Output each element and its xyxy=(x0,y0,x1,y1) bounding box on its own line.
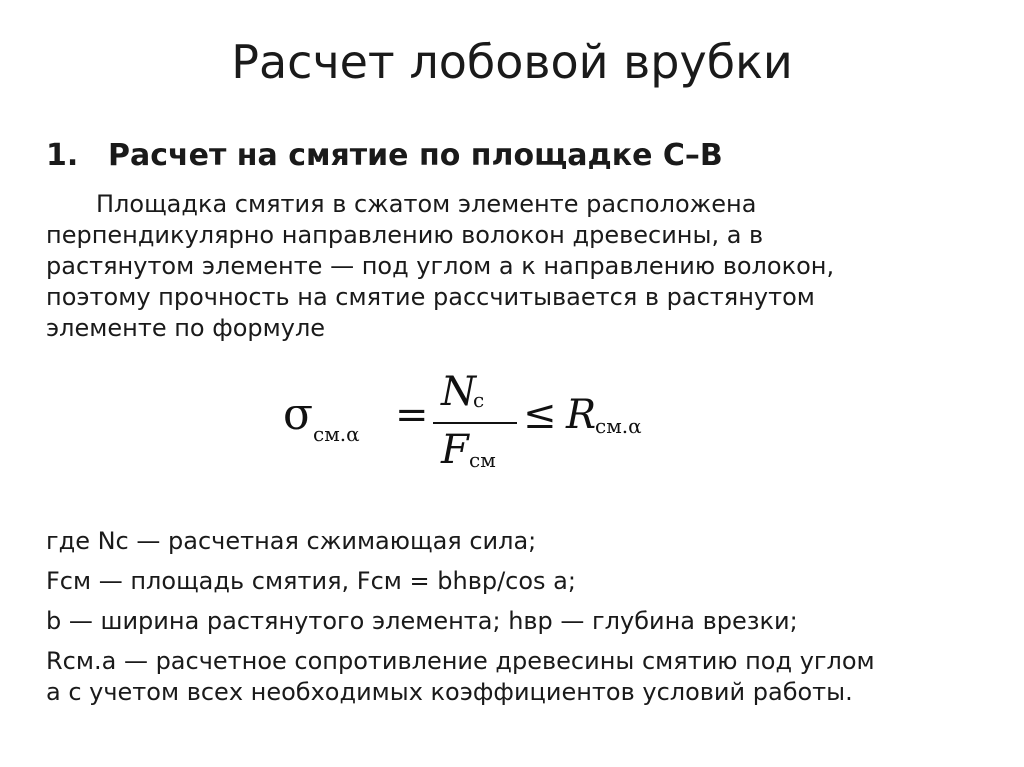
formula-resistance: R xyxy=(566,392,597,438)
formula-sigma-subscript: см.α xyxy=(313,422,360,446)
definition-item: b — ширина растянутого элемента; hвр — глубина врезки; xyxy=(46,607,798,635)
formula-denominator-subscript: см xyxy=(469,448,496,472)
formula-denominator: F xyxy=(441,427,469,473)
definition-item: Fсм — площадь смятия, Fсм = bhвр/cos a; xyxy=(46,567,576,595)
definition-line: а с учетом всех необходимых коэффициентов условий работы. xyxy=(46,678,853,706)
formula xyxy=(283,370,683,480)
formula-resistance-subscript: см.α xyxy=(595,414,642,438)
formula-numerator: N xyxy=(441,369,476,415)
formula-equals: = xyxy=(395,392,429,438)
definition-item xyxy=(46,646,986,708)
definitions-list xyxy=(46,526,986,708)
paragraph-line: растянутом элементе — под углом а к направлению волокон, xyxy=(46,252,835,280)
formula-less-equal: ≤ xyxy=(523,392,557,438)
paragraph-line: поэтому прочность на смятие рассчитывается в растянутом xyxy=(46,283,815,311)
formula-fraction-bar xyxy=(433,422,517,424)
formula-numerator-subscript: c xyxy=(473,388,485,412)
section-number: 1. xyxy=(46,138,79,173)
definition-line: Rсм.а — расчетное сопротивление древесины смятию под углом xyxy=(46,647,875,675)
section-heading xyxy=(46,136,723,176)
section-heading-text: Расчет на смятие по площадке С–В xyxy=(108,138,723,173)
paragraph-line: перпендикулярно направлению волокон древесины, а в xyxy=(46,221,764,249)
definition-item: где Nc — расчетная сжимающая сила; xyxy=(46,527,537,555)
slide-title: Расчет лобовой врубки xyxy=(231,35,793,89)
body-paragraph xyxy=(46,189,976,344)
paragraph-line: Площадка смятия в сжатом элементе расположена xyxy=(96,190,757,218)
formula-sigma: σ xyxy=(283,389,314,440)
paragraph-line: элементе по формуле xyxy=(46,314,326,342)
